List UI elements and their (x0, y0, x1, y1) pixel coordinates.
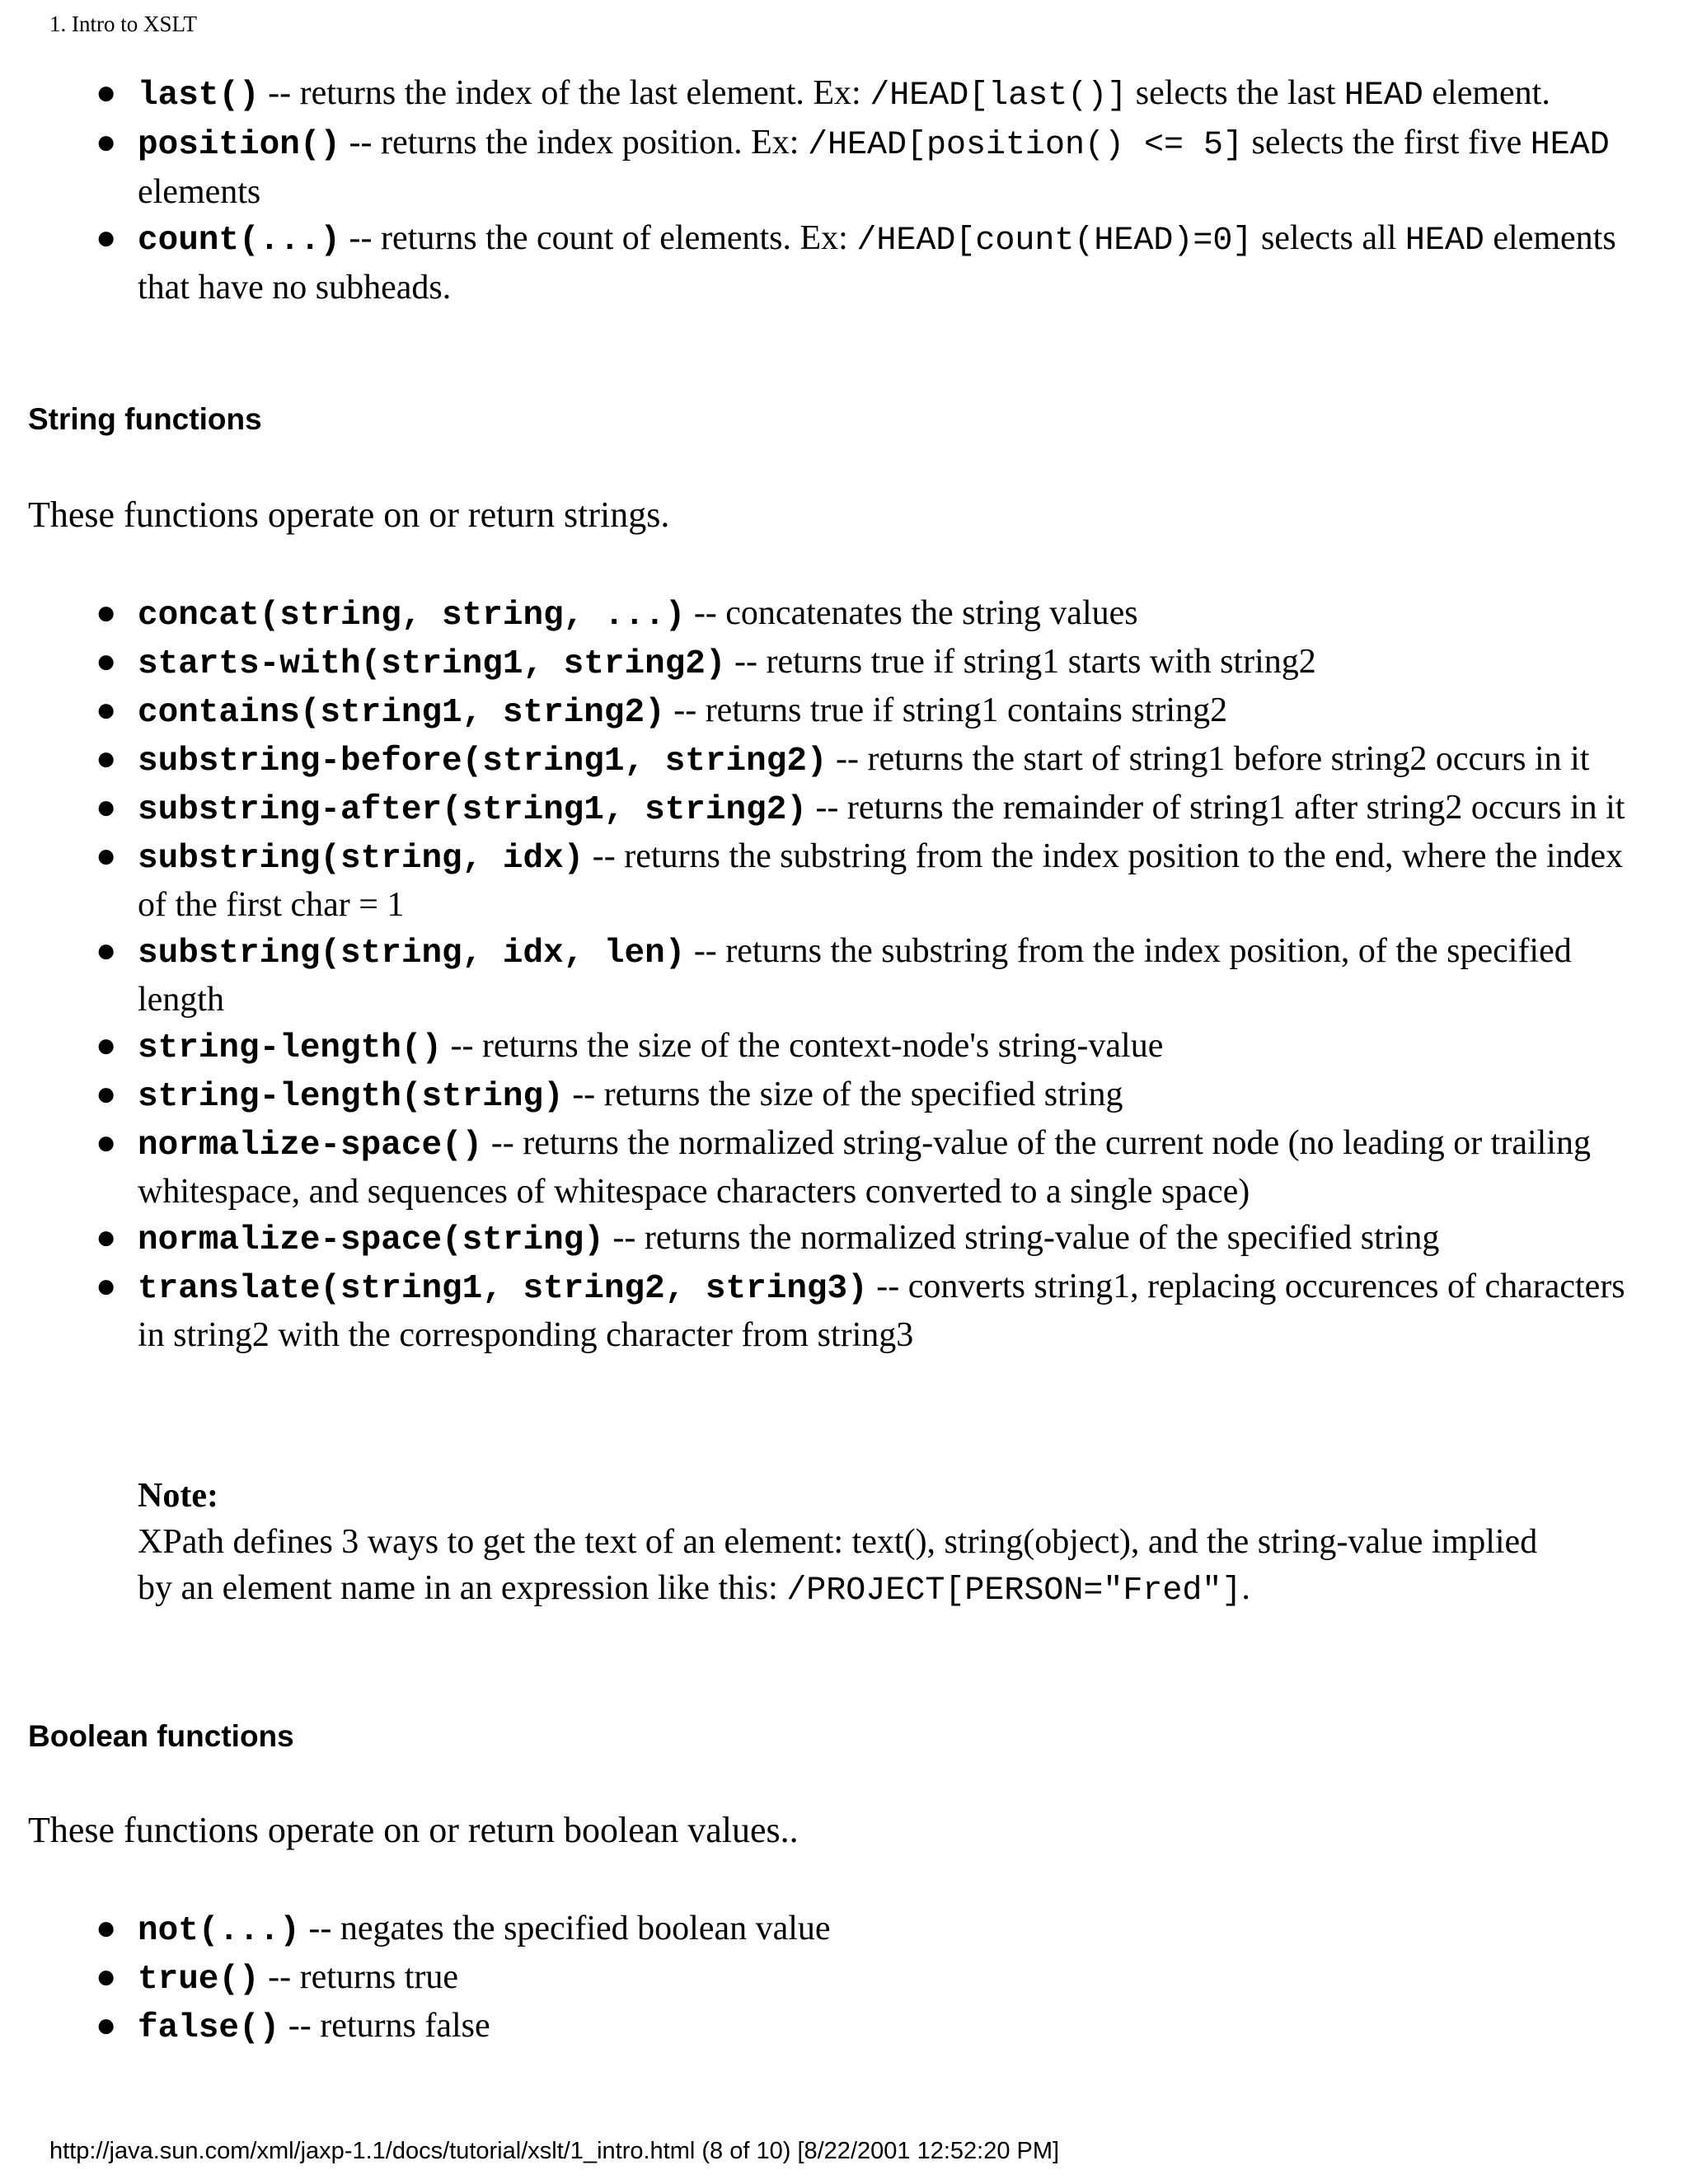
function-description: -- returns the remainder of string1 after string2 occurs in it (806, 789, 1625, 827)
function-name: last() (138, 77, 260, 115)
function-description: selects all (1252, 219, 1405, 257)
function-description: elements that have no subheads. (138, 219, 1616, 307)
list-item (0, 215, 1688, 311)
function-name: string-length() (138, 1029, 443, 1067)
list-item (0, 1071, 1688, 1120)
list-item (0, 120, 1688, 215)
bullet-icon: ● (96, 837, 117, 875)
list-item (0, 590, 1688, 639)
boolean-functions-heading: Boolean functions (28, 1719, 294, 1753)
function-name: starts-with(string1, string2) (138, 645, 726, 683)
function-description: -- returns the size of the specified string (563, 1076, 1123, 1113)
function-description: -- returns the normalized string-value of the current node (no leading or trailing whitespace, and sequences of whitespace characters converted to a single space) (138, 1124, 1591, 1211)
function-description: -- returns the normalized string-value of the specified string (603, 1219, 1440, 1257)
note-title: Note: (138, 1477, 218, 1515)
function-description: -- returns true (259, 1958, 459, 1996)
bullet-icon: ● (96, 1958, 117, 1996)
list-item (0, 1954, 1688, 2003)
function-name: substring-before(string1, string2) (138, 743, 828, 780)
bullet-icon: ● (96, 2007, 117, 2045)
function-description: -- returns true if string1 contains string2 (664, 691, 1228, 729)
function-name: translate(string1, string2, string3) (138, 1270, 868, 1308)
function-description: -- converts string1, replacing occurences of characters in string2 with the corresponding character from string3 (138, 1268, 1625, 1354)
list-item (0, 833, 1688, 928)
function-description: elements (138, 173, 261, 211)
note-tail: . (1241, 1569, 1250, 1607)
bullet-icon: ● (96, 691, 117, 729)
function-description: -- returns false (279, 2007, 490, 2045)
function-description: -- returns the start of string1 before string2 occurs in it (827, 740, 1590, 778)
function-name: substring(string, idx) (138, 840, 584, 878)
list-item (0, 928, 1688, 1023)
string-function-list (0, 590, 1688, 1358)
function-name: substring(string, idx, len) (138, 935, 686, 972)
list-item (0, 639, 1688, 687)
list-item (0, 1905, 1688, 1954)
function-description: -- returns the count of elements. Ex: (340, 219, 857, 257)
function-name: count(...) (138, 222, 341, 260)
bullet-icon: ● (96, 1910, 117, 1947)
function-name: substring-after(string1, string2) (138, 791, 807, 829)
function-description: -- returns the substring from the index position to the end, where the index of the first char = 1 (138, 837, 1624, 924)
function-description: -- concatenates the string values (685, 594, 1138, 632)
function-description: selects the last (1127, 74, 1344, 112)
list-item (0, 70, 1688, 120)
example-code: /HEAD[last()] (870, 77, 1128, 115)
node-function-list (0, 70, 1688, 311)
bullet-icon: ● (96, 74, 117, 112)
bullet-icon: ● (96, 1027, 117, 1065)
bullet-icon: ● (96, 1268, 117, 1305)
function-description: element. (1423, 74, 1550, 112)
string-functions-heading: String functions (28, 402, 262, 436)
function-description: -- returns the size of the context-node's string-value (442, 1027, 1164, 1065)
boolean-function-list (0, 1905, 1688, 2051)
function-name: concat(string, string, ...) (138, 597, 686, 635)
function-description: -- returns the index of the last element. Ex: (259, 74, 870, 112)
list-item (0, 1023, 1688, 1071)
bullet-icon: ● (96, 1219, 117, 1257)
list-item (0, 687, 1688, 736)
function-name: string-length(string) (138, 1078, 564, 1116)
element-name-code: HEAD (1404, 223, 1484, 260)
list-item (0, 785, 1688, 833)
note-code: /PROJECT[PERSON="Fred"] (786, 1572, 1242, 1610)
list-item (0, 1215, 1688, 1263)
bullet-icon: ● (96, 594, 117, 632)
function-name: contains(string1, string2) (138, 694, 665, 732)
function-name: normalize-space() (138, 1127, 483, 1165)
function-name: normalize-space(string) (138, 1221, 604, 1259)
bullet-icon: ● (96, 124, 117, 162)
function-name: not(...) (138, 1912, 300, 1950)
list-item (0, 736, 1688, 785)
note-body (138, 1519, 1539, 1615)
function-description: -- returns the index position. Ex: (340, 124, 808, 162)
bullet-icon: ● (96, 643, 117, 681)
page-footer-url: http://java.sun.com/xml/jaxp-1.1/docs/tutorial/xslt/1_intro.html (8 of 10) [8/22/2001 12:52:20 PM] (49, 2138, 1060, 2164)
function-description: -- returns the substring from the index position, of the specified length (138, 932, 1572, 1019)
note-text: XPath defines 3 ways to get the text of an element: text(), string(object), and the string-value implied by an element name in an expression like this: (138, 1523, 1538, 1607)
bullet-icon: ● (96, 1076, 117, 1113)
bullet-icon: ● (96, 740, 117, 778)
bullet-icon: ● (96, 789, 117, 827)
note-box (138, 1473, 1539, 1615)
function-description: -- returns true if string1 starts with string2 (725, 643, 1316, 681)
function-description: -- negates the specified boolean value (299, 1910, 831, 1947)
element-name-code: HEAD (1530, 127, 1610, 164)
list-item (0, 1263, 1688, 1358)
function-name: position() (138, 126, 341, 164)
function-description: selects the first five (1243, 124, 1531, 162)
list-item (0, 1120, 1688, 1215)
example-code: /HEAD[count(HEAD)=0] (856, 223, 1253, 260)
function-name: false() (138, 2009, 280, 2047)
list-item (0, 2003, 1688, 2051)
running-title: 1. Intro to XSLT (49, 12, 198, 36)
function-name: true() (138, 1961, 260, 1999)
bullet-icon: ● (96, 1124, 117, 1162)
bullet-icon: ● (96, 932, 117, 970)
example-code: /HEAD[position() <= 5] (807, 127, 1244, 164)
bullet-icon: ● (96, 219, 117, 257)
element-name-code: HEAD (1343, 77, 1423, 115)
string-functions-intro: These functions operate on or return strings. (28, 494, 670, 535)
boolean-functions-intro: These functions operate on or return boolean values.. (28, 1810, 799, 1850)
